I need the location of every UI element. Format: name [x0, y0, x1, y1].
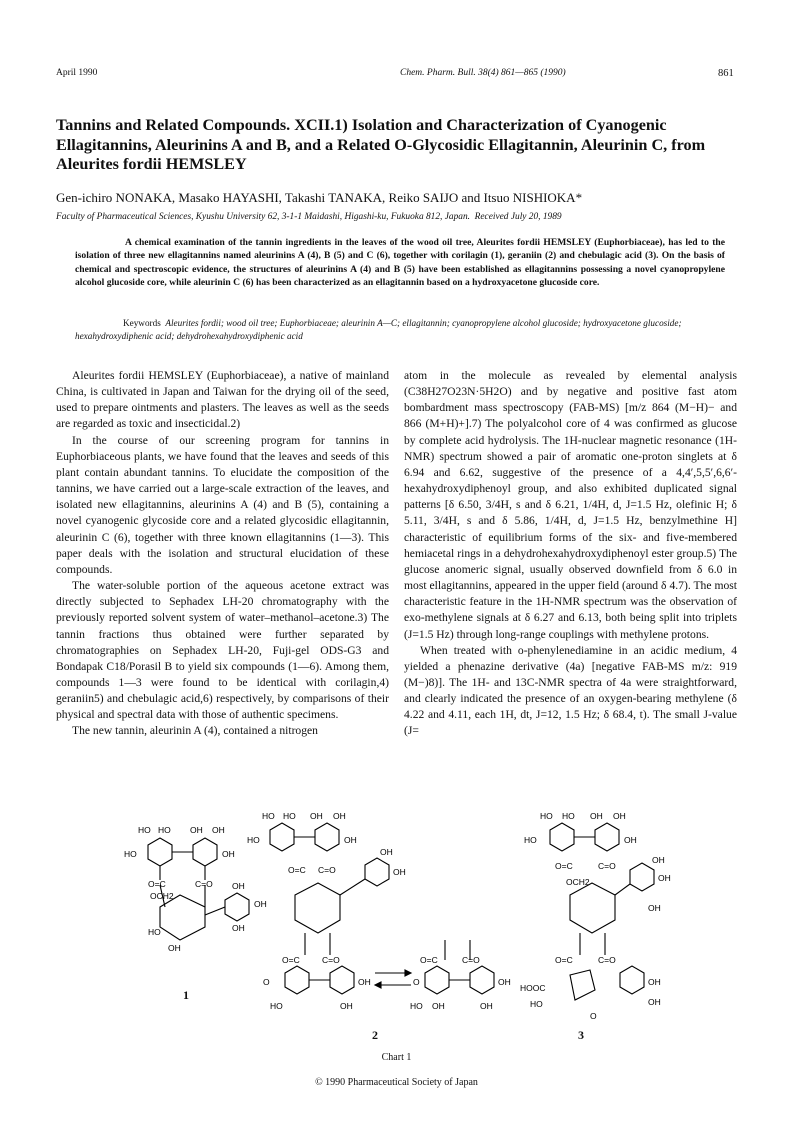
carbonyl-label: O=C	[420, 955, 438, 965]
header-page-number: 861	[718, 68, 734, 79]
hydroxyl-label: HO	[283, 811, 296, 821]
methylene-label: OCH2	[566, 877, 590, 887]
authors: Gen-ichiro NONAKA, Masako HAYASHI, Takashi TANAKA, Reiko SAIJO and Itsuo NISHIOKA*	[56, 190, 583, 205]
hydroxyl-label: OH	[310, 811, 323, 821]
carbonyl-label: O=C	[288, 865, 306, 875]
oxygen-label: O	[590, 1011, 597, 1021]
hydroxyl-label: HO	[124, 849, 137, 859]
article-title: Tannins and Related Compounds. XCII.1) Isolation and Characterization of Cyanogenic Ellagitannins, Aleurinins A and B, and a Related O-Glycosidic Ellagitannin, Aleurinin C, from Aleurites fordii HEMSLEY	[56, 116, 706, 173]
keywords-label: Keywords	[123, 318, 161, 328]
carboxyl-label: HOOC	[520, 983, 546, 993]
hydroxyl-label: OH	[432, 1001, 445, 1011]
hydroxyl-label: HO	[270, 1001, 283, 1011]
hydroxyl-label: OH	[232, 923, 245, 933]
carbonyl-label: C=O	[322, 955, 340, 965]
carbonyl-label: C=O	[598, 861, 616, 871]
hydroxyl-label: OH	[480, 1001, 493, 1011]
hydroxyl-label: HO	[138, 825, 151, 835]
hydroxyl-label: HO	[540, 811, 553, 821]
hydroxyl-label: OH	[498, 977, 511, 987]
paragraph: The new tannin, aleurinin A (4), contained a nitrogen	[72, 724, 318, 738]
compound-label-2: 2	[372, 1028, 378, 1042]
compound-3-structure	[550, 823, 654, 1000]
carbonyl-label: O=C	[555, 861, 573, 871]
header-date: April 1990	[56, 68, 98, 78]
hydroxyl-label: OH	[358, 977, 371, 987]
compound-2-structure	[270, 823, 389, 994]
abstract: A chemical examination of the tannin ingredients in the leaves of the wood oil tree, Aleurites fordii HEMSLEY (Euphorbiaceae), has led to the isolation of three new ellagitannins named aleurinins A (4), B (5) and C (6), together with corilagin (1), geraniin (2) and chebulagic acid (3). On the basis of chemical and spectroscopic evidence, the structures of aleurinins A (4) and B (5) have been established as ellagitannins possessing a novel cyanopropylene alcohol glucoside core, while aleurinin C (6) has been characterized as an ellagitannin based on a hydroxyacetone glucoside core.	[75, 237, 725, 288]
hydroxyl-label: OH	[344, 835, 357, 845]
carbonyl-label: O=C	[282, 955, 300, 965]
hydroxyl-label: HO	[524, 835, 537, 845]
left-column	[56, 368, 389, 740]
carbonyl-label: C=O	[195, 879, 213, 889]
compound-label-1: 1	[183, 988, 189, 1002]
oxygen-label: O	[413, 977, 420, 987]
hydroxyl-label: OH	[333, 811, 346, 821]
paragraph: In the course of our screening program for tannins in Euphorbiaceous plants, we have found that the leaves and seeds of this plant contain abundant tannins. To elucidate the composition of the tannins, we have carried out a large-scale extraction of the leaves, and isolated new ellagitannins, aleurinins A (4) and B (5), containing a novel cyanogenic glycoside core and a related glycosidic ellagitannin, aleurinin C (6), together with three known ellagitannins (1—3). This paper deals with the isolation and structural elucidation of these compounds.	[56, 433, 389, 576]
received-date: Received July 20, 1989	[474, 212, 562, 222]
carbonyl-label: O=C	[555, 955, 573, 965]
hydroxyl-label: HO	[262, 811, 275, 821]
paragraph: Aleurites fordii HEMSLEY (Euphorbiaceae), a native of mainland China, is cultivated in Japan and Taiwan for the drying oil of the seed, used to prepare ointments and plasters. The leaves as well as the seeds are regarded as toxic and insecticidal.2)	[56, 369, 389, 431]
hydroxyl-label: OH	[232, 881, 245, 891]
keywords	[75, 317, 725, 342]
keywords-text: Aleurites fordii; wood oil tree; Euphorbiaceae; aleurinin A—C; ellagitannin; cyanopropylene alcohol glucoside; hydroxyacetone glucoside; hexahydroxydiphenic acid; dehydrohexahydroxydiphenic acid	[75, 318, 682, 341]
hydroxyl-label: HO	[158, 825, 171, 835]
chemical-structures-chart	[0, 795, 793, 1030]
hydroxyl-label: OH	[168, 943, 181, 953]
paragraph: The water-soluble portion of the aqueous acetone extract was directly subjected to Sephadex LH-20 chromatography with the previously reported solvent system of water–methanol–acetone.3) The tannin fractions thus obtained were further separated by chromatographies on Sephadex LH-20, Fuji-gel ODS-G3 and Bondapak C18/Porasil B to yield six compounds (1—6). Among them, compounds 1—3 were found to be identical with corilagin,4) geraniin5) and chebulagic acid,6) respectively, by comparisons of their physical and spectral data with those of authentic specimens.	[56, 579, 389, 722]
hydroxyl-label: OH	[222, 849, 235, 859]
hydroxyl-label: OH	[590, 811, 603, 821]
hydroxyl-label: OH	[648, 977, 661, 987]
carbonyl-label: O=C	[148, 879, 166, 889]
hydroxyl-label: OH	[624, 835, 637, 845]
right-column	[404, 368, 737, 740]
affiliation-line	[56, 212, 756, 222]
hydroxyl-label: HO	[530, 999, 543, 1009]
header-journal: Chem. Pharm. Bull. 38(4) 861—865 (1990)	[400, 68, 566, 78]
paragraph: When treated with o-phenylenediamine in an acidic medium, 4 yielded a phenazine derivative (4a) [negative FAB-MS m/z: 919 (M−)8)]. The 1H- and 13C-NMR spectra of 4a were straightforward, and clearly indicated the presence of an oxygen-bearing methylene (δ 4.22 and 4.11, each 1H, dt, J=12, 1.5 Hz; δ 68.4, t). The small J-value (J=	[404, 643, 737, 738]
carbonyl-label: C=O	[318, 865, 336, 875]
hydroxyl-label: OH	[648, 997, 661, 1007]
hydroxyl-label: OH	[190, 825, 203, 835]
carbonyl-label: C=O	[598, 955, 616, 965]
compound-label-3: 3	[578, 1028, 584, 1042]
paragraph: atom in the molecule as revealed by elemental analysis (C38H27O23N·5H2O) and by negative and positive fast atom bombardment mass spectroscopy (FAB-MS) [m/z 864 (M−H)− and 866 (M+H)+].7) The polyalcohol core of 4 was confirmed as glucose by complete acid hydrolysis. The 1H-nuclear magnetic resonance (1H-NMR) spectrum showed a pair of aromatic one-proton singlets at δ 6.94 and 6.62, suggestive of the presence of a 4,4′,5,5′,6,6′-hexahydroxydiphenoyl group, and also exhibited duplicated signal patterns [δ 6.50, 3/4H, s and δ 6.21, 1/4H, d, J=1.5 Hz, olefinic H; δ 5.11, 3/4H, s and δ 5.86, 1/4H, d, J=1.5 Hz, benzylmethine H] characteristic of equilibrium forms of the six- and five-membered hemiacetal rings in a dehydrohexahydroxydiphenoyl ester group.5) The glucose anomeric signal, usually observed downfield from δ 6.0 in most ellagitannins, appeared in the upper field (around δ 4.7). The most characteristic feature in the 1H-NMR spectrum was the observation of exo-methylene signals at δ 6.27 and 6.13, both being split into triplets (J=1.5 Hz) through long-range couplings with methylene protons.	[404, 369, 737, 641]
hydroxyl-label: OH	[648, 903, 661, 913]
hydroxyl-label: OH	[613, 811, 626, 821]
hydroxyl-label: OH	[380, 847, 393, 857]
chart-caption: Chart 1	[381, 1052, 412, 1063]
hydroxyl-label: HO	[247, 835, 260, 845]
carbonyl-label: C=O	[462, 955, 480, 965]
affiliation: Faculty of Pharmaceutical Sciences, Kyushu University 62, 3-1-1 Maidashi, Higashi-ku, Fukuoka 812, Japan.	[56, 212, 470, 222]
hydroxyl-label: HO	[562, 811, 575, 821]
oxygen-label: O	[263, 977, 270, 987]
hydroxyl-label: OH	[393, 867, 406, 877]
hydroxyl-label: OH	[254, 899, 267, 909]
copyright-notice: © 1990 Pharmaceutical Society of Japan	[315, 1077, 478, 1088]
hydroxyl-label: OH	[340, 1001, 353, 1011]
hydroxyl-label: OH	[658, 873, 671, 883]
hydroxyl-label: OH	[212, 825, 225, 835]
hydroxyl-label: OH	[652, 855, 665, 865]
hydroxyl-label: HO	[410, 1001, 423, 1011]
hydroxyl-label: HO	[148, 927, 161, 937]
methylene-label: OCH2	[150, 891, 174, 901]
